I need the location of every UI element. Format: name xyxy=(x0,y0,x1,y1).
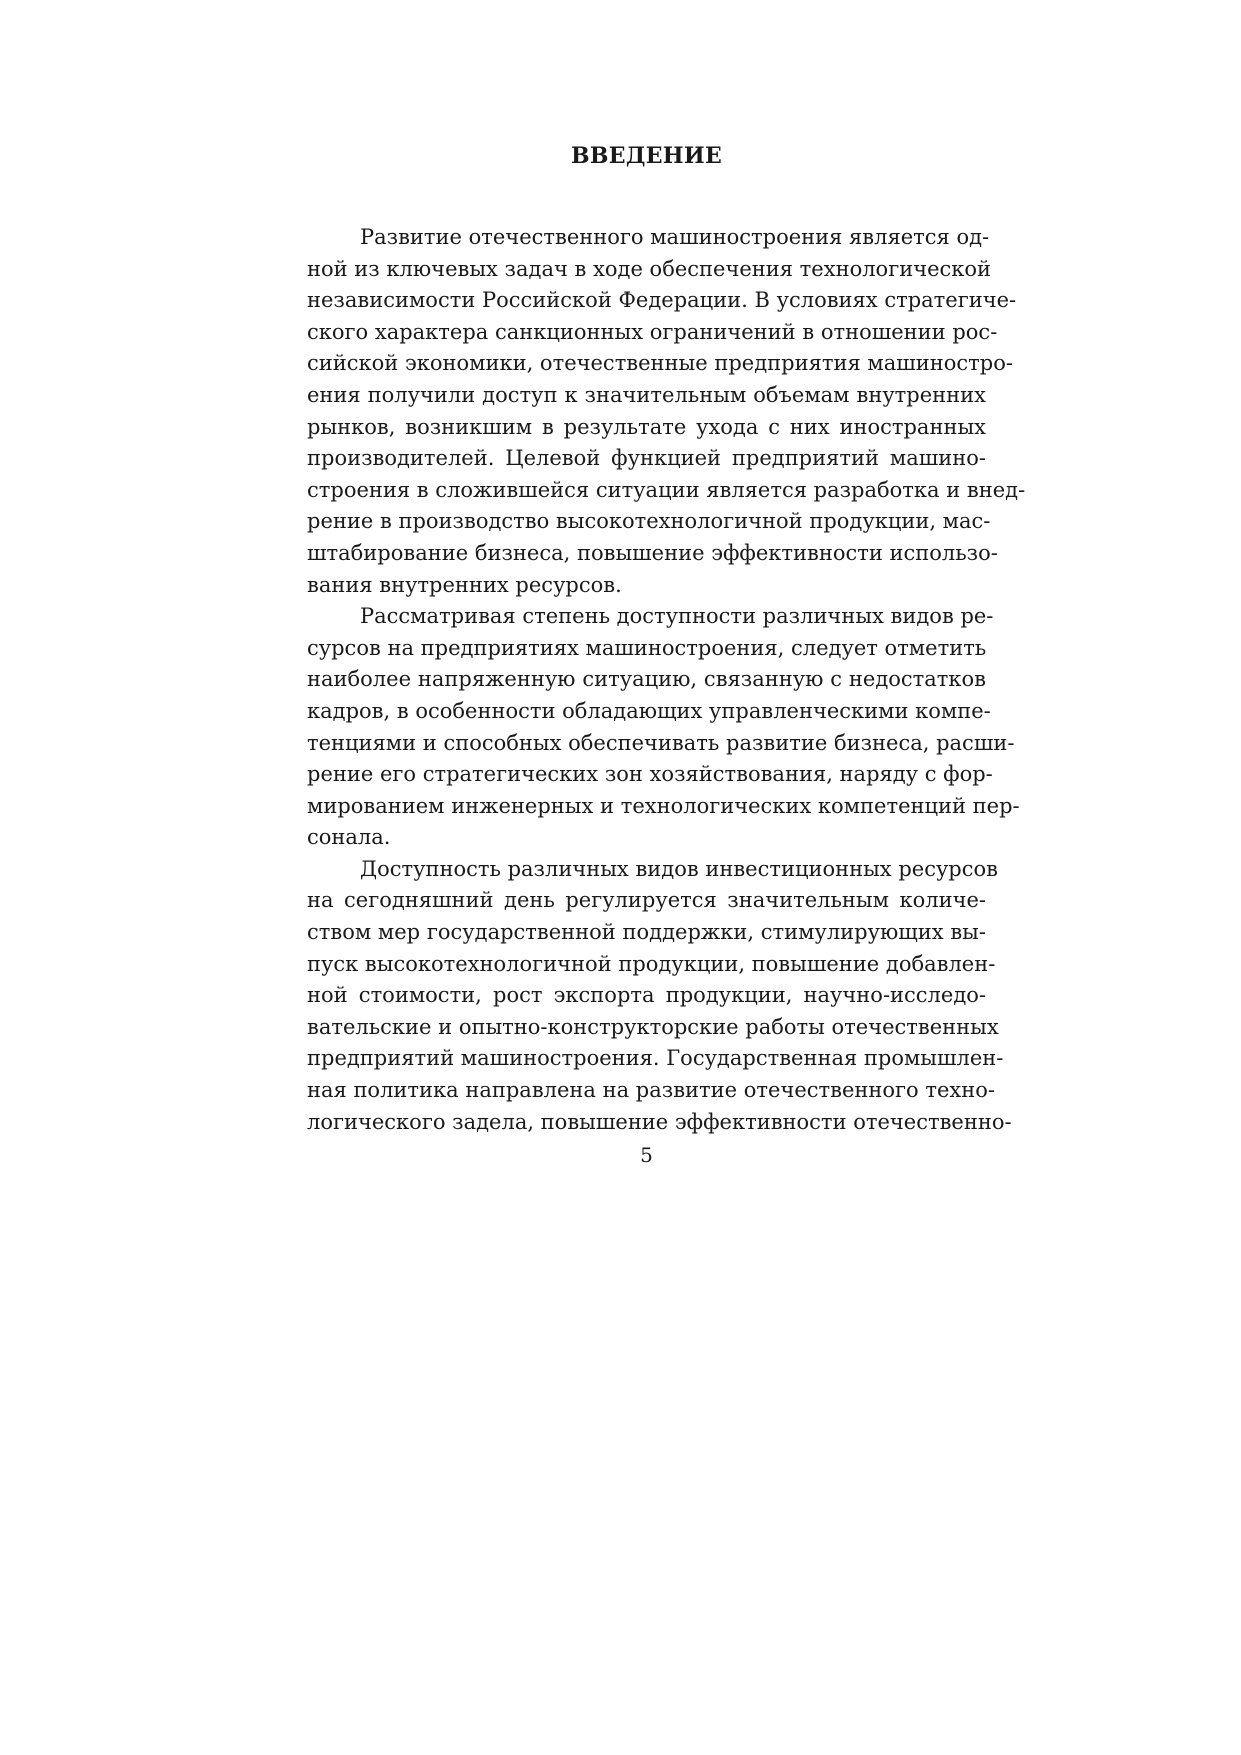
paragraph-3 xyxy=(307,854,1012,1138)
text-line: тенциями и способных обеспечивать развитие бизнеса, расши- xyxy=(307,730,1015,755)
page-number: 5 xyxy=(640,1143,653,1167)
body-text xyxy=(307,222,1026,1138)
text-line: независимости Российской Федерации. В условиях стратегиче- xyxy=(307,288,1017,313)
page-title: ВВЕДЕНИЕ xyxy=(570,143,723,169)
text-line: ством мер государственной поддержки, стимулирующих вы- xyxy=(307,920,986,945)
text-line: сийской экономики, отечественные предприятия машиностро- xyxy=(307,351,1013,376)
text-line: вательские и опытно-конструкторские работы отечественных xyxy=(307,1014,999,1039)
text-line: Развитие отечественного машиностроения является од- xyxy=(360,225,990,249)
text-line: сонала. xyxy=(307,825,391,850)
text-line: ной стоимости, рост экспорта продукции, научно-исследо- xyxy=(307,983,986,1008)
text-line: производителей. Целевой функцией предприятий машино- xyxy=(307,446,986,471)
text-line: ения получили доступ к значительным объемам внутренних xyxy=(307,382,986,407)
text-line: рение в производство высокотехнологичной продукции, мас- xyxy=(307,509,991,534)
text-line: рение его стратегических зон хозяйствования, наряду с фор- xyxy=(307,762,993,787)
text-line: сурсов на предприятиях машиностроения, следует отметить xyxy=(307,635,987,660)
paragraph-2 xyxy=(307,601,1020,854)
text-line: ной из ключевых задач в ходе обеспечения технологической xyxy=(307,256,992,281)
text-line: Доступность различных видов инвестиционных ресурсов xyxy=(360,856,998,881)
text-line: на сегодняшний день регулируется значительным количе- xyxy=(307,888,986,913)
text-line: кадров, в особенности обладающих управленческими компе- xyxy=(307,698,991,723)
text-line: ского характера санкционных ограничений в отношении рос- xyxy=(307,319,998,344)
paragraph-1 xyxy=(307,222,1026,601)
text-line: логического задела, повышение эффективности отечественно- xyxy=(307,1109,1012,1134)
text-line: строения в сложившейся ситуации является разработка и внед- xyxy=(307,477,1026,502)
text-line: наиболее напряженную ситуацию, связанную с недостатков xyxy=(307,667,986,692)
text-line: пуск высокотехнологичной продукции, повышение добавлен- xyxy=(307,951,996,976)
text-line: рынков, возникшим в результате ухода с них иностранных xyxy=(307,414,986,439)
text-line: Рассматривая степень доступности различных видов ре- xyxy=(360,604,994,629)
text-line: ная политика направлена на развитие отечественного техно- xyxy=(307,1078,995,1103)
text-line: мированием инженерных и технологических компетенций пер- xyxy=(307,793,1020,818)
text-line: предприятий машиностроения. Государственная промышлен- xyxy=(307,1046,1004,1071)
text-line: штабирование бизнеса, повышение эффективности использо- xyxy=(307,540,998,565)
text-line: вания внутренних ресурсов. xyxy=(307,572,622,597)
